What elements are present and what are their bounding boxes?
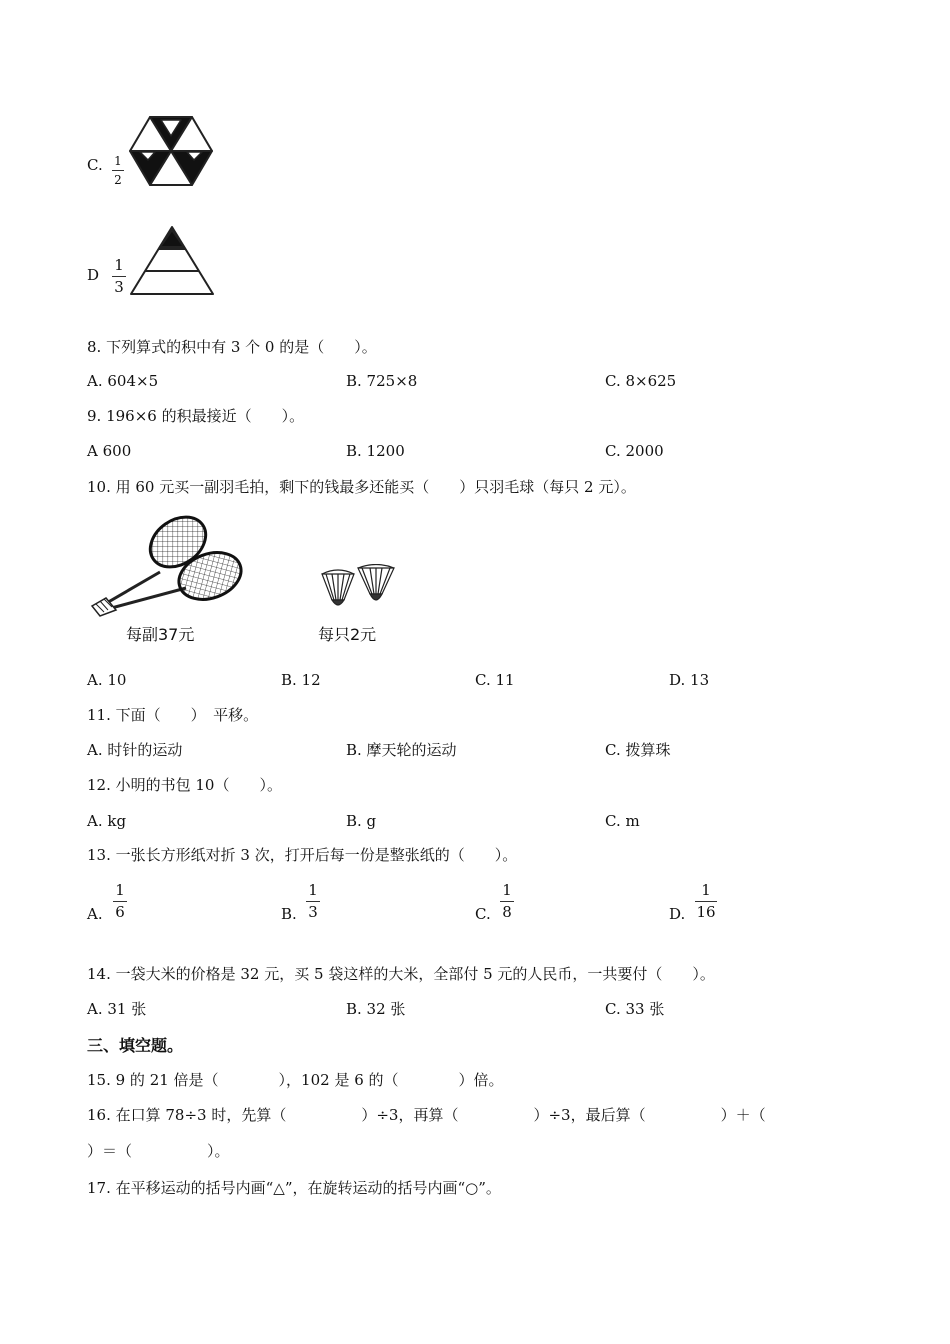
q14-stem: 14. 一袋大米的价格是 32 元，买 5 袋这样的大米，全部付 5 元的人民币，一共要付（ ）。 xyxy=(87,965,715,983)
q8-option-c[interactable]: C. 8×625 xyxy=(605,372,677,390)
q12-option-c[interactable]: C. m xyxy=(605,812,640,830)
q16-stem-line1: 16. 在口算 78÷3 时，先算（ ）÷3，再算（ ）÷3，最后算（ ）＋（ xyxy=(87,1106,766,1124)
q9-option-b[interactable]: B. 1200 xyxy=(346,442,405,460)
q12-stem: 12. 小明的书包 10（ ）。 xyxy=(87,776,282,794)
triangle-figure xyxy=(128,224,216,298)
q13-a-numerator: 1 xyxy=(115,881,125,899)
q7-c-numerator: 1 xyxy=(114,154,122,168)
q9-stem: 9. 196×6 的积最接近（ ）。 xyxy=(87,407,305,425)
q9-option-a[interactable]: A 600 xyxy=(87,442,132,460)
q9-option-c[interactable]: C. 2000 xyxy=(605,442,664,460)
q14-option-c[interactable]: C. 33 张 xyxy=(605,1000,665,1018)
q13-a-denominator: 6 xyxy=(115,903,125,921)
q14-option-a[interactable]: A. 31 张 xyxy=(87,1000,147,1018)
q13-option-d-label[interactable]: D. xyxy=(669,905,686,923)
q13-option-c-fraction[interactable] xyxy=(500,883,514,920)
q17-stem: 17. 在平移运动的括号内画“△”，在旋转运动的括号内画“○”。 xyxy=(87,1179,501,1197)
q10-option-b[interactable]: B. 12 xyxy=(281,671,321,689)
hexagon-figure xyxy=(128,114,214,188)
q16-stem-line2: ）＝（ ）。 xyxy=(87,1142,230,1160)
q7-option-d-label: D xyxy=(87,266,100,284)
q12-option-a[interactable]: A. kg xyxy=(87,812,127,830)
q13-d-denominator: 16 xyxy=(696,903,716,921)
q13-option-d-fraction[interactable] xyxy=(695,883,717,920)
q10-shuttle-caption: 每只2元 xyxy=(318,625,377,644)
q13-b-denominator: 3 xyxy=(308,903,318,921)
q8-stem: 8. 下列算式的积中有 3 个 0 的是（ ）。 xyxy=(87,338,377,356)
q7-d-numerator: 1 xyxy=(114,256,124,274)
q13-option-c-label[interactable]: C. xyxy=(475,905,491,923)
q15-stem: 15. 9 的 21 倍是（ ），102 是 6 的（ ）倍。 xyxy=(87,1071,504,1089)
q11-stem: 11. 下面（ ） 平移。 xyxy=(87,706,259,724)
q13-option-b-label[interactable]: B. xyxy=(281,905,297,923)
q13-c-numerator: 1 xyxy=(502,881,512,899)
q13-stem: 13. 一张长方形纸对折 3 次，打开后每一份是整张纸的（ ）。 xyxy=(87,846,518,864)
q13-option-a-label[interactable]: A. xyxy=(87,905,103,923)
q7-d-denominator: 3 xyxy=(114,278,124,296)
q7-option-c-label: C. xyxy=(87,156,103,174)
q8-option-b[interactable]: B. 725×8 xyxy=(346,372,418,390)
q10-option-c[interactable]: C. 11 xyxy=(475,671,515,689)
q10-stem: 10. 用 60 元买一副羽毛拍，剩下的钱最多还能买（ ）只羽毛球（每只 2 元）。 xyxy=(87,478,636,496)
badminton-racket-illustration xyxy=(90,510,250,620)
q13-c-denominator: 8 xyxy=(502,903,512,921)
q13-b-numerator: 1 xyxy=(308,881,318,899)
q7-c-denominator: 2 xyxy=(114,173,122,187)
q11-option-a[interactable]: A. 时针的运动 xyxy=(87,741,183,759)
q10-option-a[interactable]: A. 10 xyxy=(87,671,127,689)
q13-option-a-fraction[interactable] xyxy=(113,883,127,920)
section-heading-fill-in: 三、填空题。 xyxy=(87,1036,184,1055)
q10-option-d[interactable]: D. 13 xyxy=(669,671,710,689)
q7-option-d-fraction xyxy=(112,258,126,295)
q12-option-b[interactable]: B. g xyxy=(346,812,377,830)
q8-option-a[interactable]: A. 604×5 xyxy=(87,372,159,390)
q11-option-c[interactable]: C. 拨算珠 xyxy=(605,741,671,759)
shuttlecock-illustration xyxy=(318,564,398,616)
q7-option-c-fraction xyxy=(112,155,124,186)
q14-option-b[interactable]: B. 32 张 xyxy=(346,1000,406,1018)
q13-option-b-fraction[interactable] xyxy=(306,883,320,920)
q11-option-b[interactable]: B. 摩天轮的运动 xyxy=(346,741,457,759)
q13-d-numerator: 1 xyxy=(701,881,711,899)
q10-racket-caption: 每副37元 xyxy=(126,625,195,644)
